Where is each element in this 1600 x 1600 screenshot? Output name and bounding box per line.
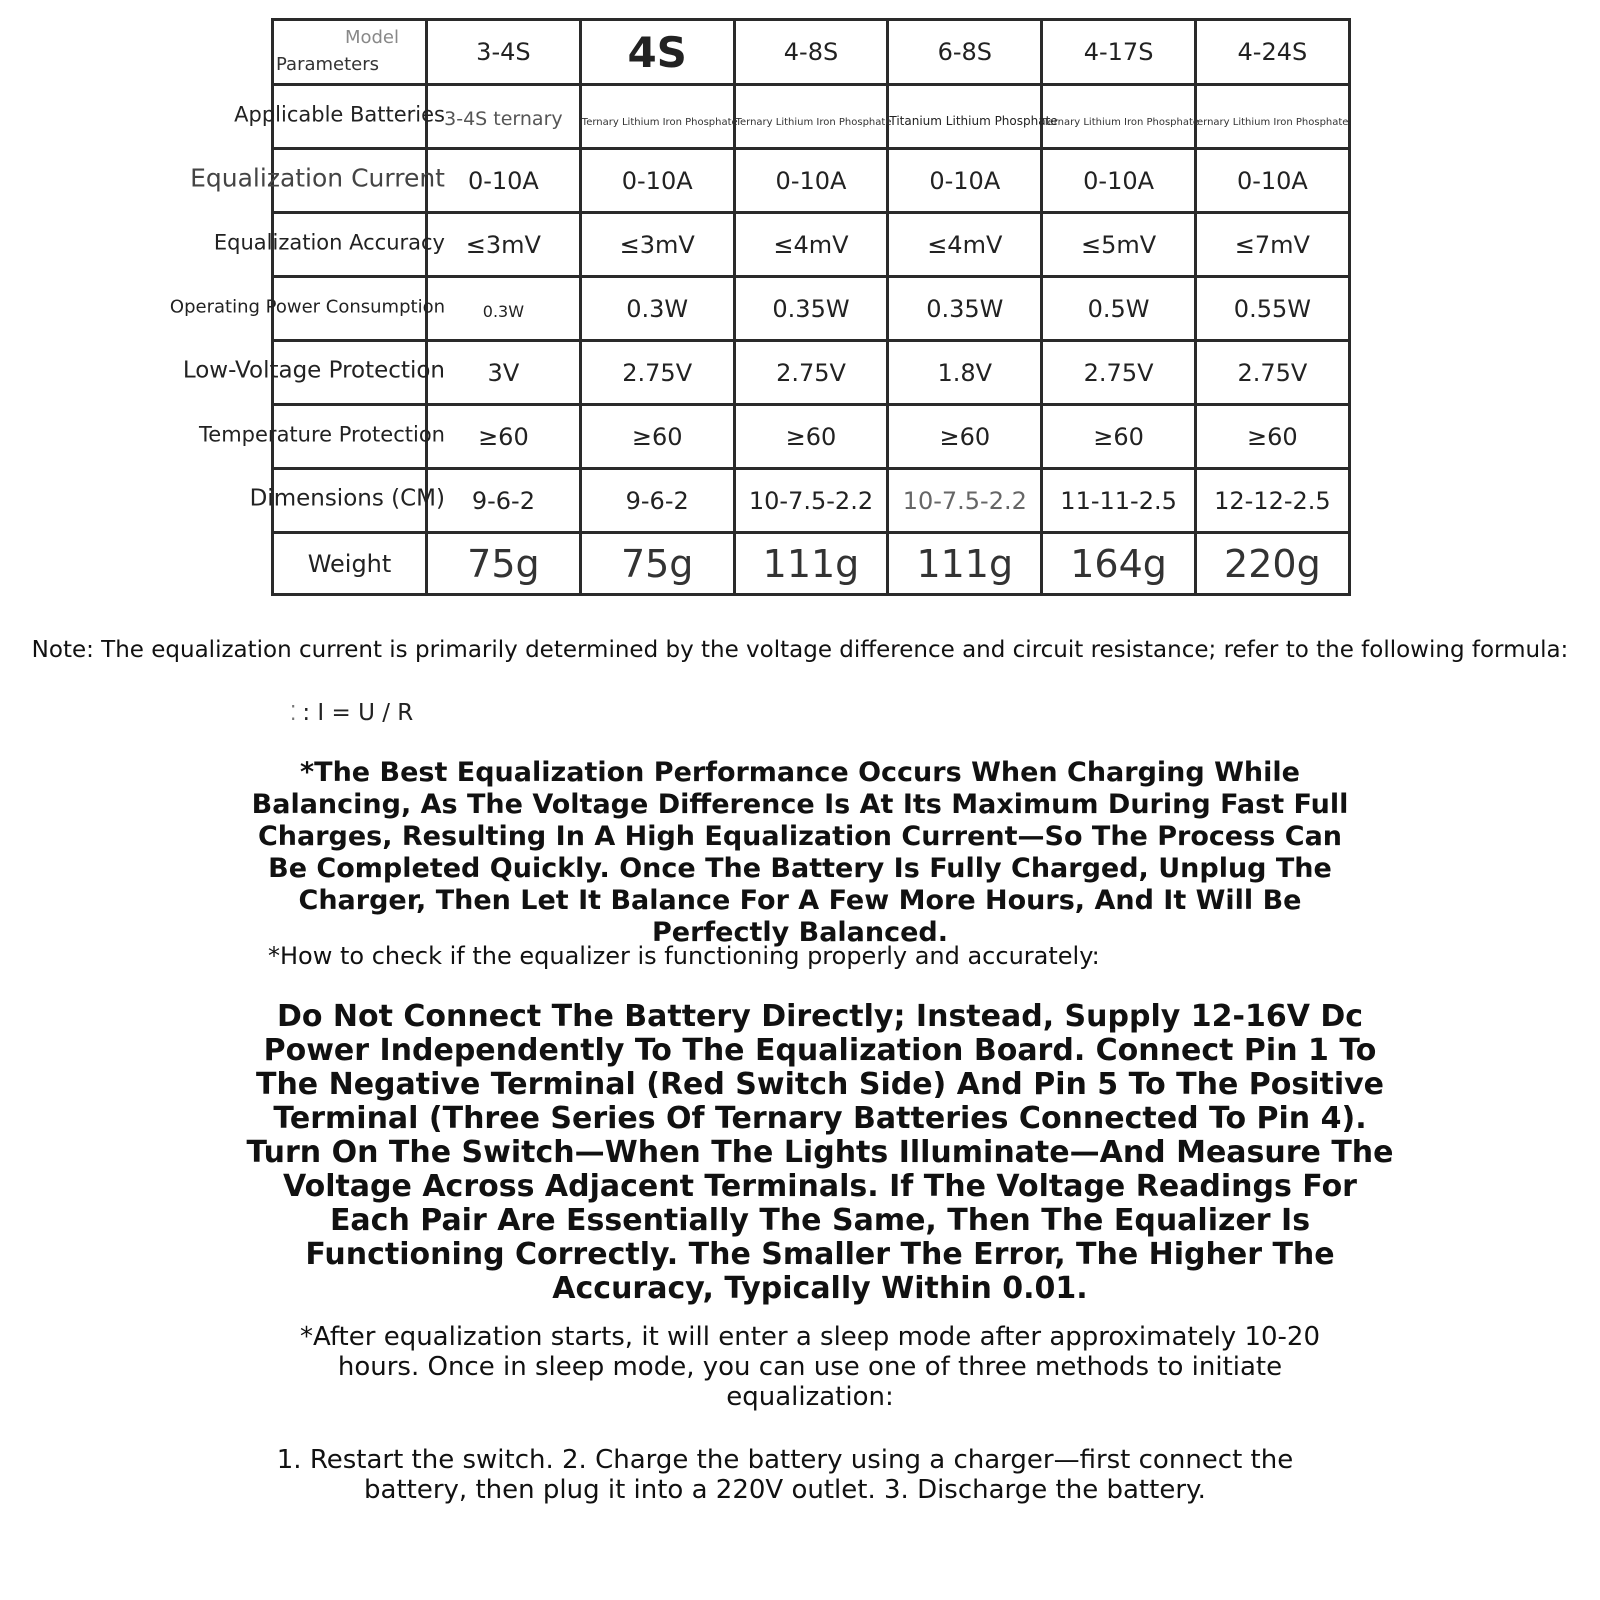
table-cell: ≤3mV xyxy=(427,213,581,277)
row-label-cell xyxy=(249,469,445,533)
table-cell: ernary Lithium Iron Phosphate xyxy=(1195,85,1349,149)
table-row xyxy=(273,469,1350,533)
table-cell: 0-10A xyxy=(580,149,734,213)
table-row xyxy=(273,149,1350,213)
table-cell: ≤7mV xyxy=(1195,213,1349,277)
table-cell: ≥60 xyxy=(734,405,888,469)
how-to-check-heading: *How to check if the equalizer is functioning properly and accurately: xyxy=(268,942,1100,970)
model-header: 4-17S xyxy=(1042,20,1196,85)
formula-text: : I = U / R xyxy=(302,700,414,726)
row-label: Temperature Protection xyxy=(199,422,445,447)
model-header: 4-8S xyxy=(734,20,888,85)
table-cell: 3-4S ternary xyxy=(427,85,581,149)
best-performance-text: *The Best Equalization Performance Occurs When Charging While Balancing, As The Voltage Difference Is At Its Maximum During Fast Full Charges, Resulting In A High Equalization Current—So The Process Can Be Completed Quickly. Once The Battery Is Fully Charged, Unplug The Charger, Then Let It Balance For A Few More Hours, And It Will Be Perfectly Balanced. xyxy=(251,757,1349,948)
row-label: Applicable Batteries xyxy=(234,102,445,127)
table-cell: 0.35W xyxy=(888,277,1042,341)
table-cell: 111g xyxy=(734,533,888,595)
table-cell: 75g xyxy=(580,533,734,595)
table-cell: 164g xyxy=(1042,533,1196,595)
table-row xyxy=(273,85,1350,149)
table-cell: 0-10A xyxy=(1042,149,1196,213)
row-label-cell xyxy=(169,277,445,341)
table-cell: 2.75V xyxy=(734,341,888,405)
row-label-cell xyxy=(273,533,427,595)
table-cell: 0-10A xyxy=(734,149,888,213)
table-cell: 2.75V xyxy=(1042,341,1196,405)
table-cell: ≤5mV xyxy=(1042,213,1196,277)
table-cell: 220g xyxy=(1195,533,1349,595)
table-cell: 111g xyxy=(888,533,1042,595)
table-cell: ≥60 xyxy=(888,405,1042,469)
table-cell: 0-10A xyxy=(888,149,1042,213)
table-row xyxy=(273,341,1350,405)
model-header: 6-8S xyxy=(888,20,1042,85)
row-label: Weight xyxy=(307,549,392,578)
row-label: Equalization Current xyxy=(190,163,445,193)
table-cell: ≤4mV xyxy=(734,213,888,277)
table-cell: Ternary Lithium Iron Phosphate xyxy=(734,85,888,149)
table-cell: ≤4mV xyxy=(888,213,1042,277)
table-cell: 0.5W xyxy=(1042,277,1196,341)
table-cell: ≥60 xyxy=(1195,405,1349,469)
row-label: Low-Voltage Protection xyxy=(182,356,445,383)
table-cell: 3V xyxy=(427,341,581,405)
table-cell: 12-12-2.5 xyxy=(1195,469,1349,533)
bullet-icon: ⁚ xyxy=(290,701,297,725)
table-cell: 0.55W xyxy=(1195,277,1349,341)
table-cell: 0.35W xyxy=(734,277,888,341)
table-cell: Ternary Lithium Iron Phosphate xyxy=(580,85,734,149)
table-cell: 11-11-2.5 xyxy=(1042,469,1196,533)
table-row xyxy=(273,277,1350,341)
model-header: 4S xyxy=(580,20,734,85)
corner-model-label: Model xyxy=(344,27,399,48)
row-label: Equalization Accuracy xyxy=(213,230,445,255)
table-cell: ≥60 xyxy=(580,405,734,469)
model-header: 3-4S xyxy=(427,20,581,85)
sleep-mode-text: *After equalization starts, it will enter a sleep mode after approximately 10-20 hours. Once in sleep mode, you can use one of three methods to initiate equalization: xyxy=(300,1322,1320,1412)
table-cell: 0.3W xyxy=(580,277,734,341)
table-cell: 9-6-2 xyxy=(580,469,734,533)
table-cell: ≤3mV xyxy=(580,213,734,277)
row-label: Operating Power Consumption xyxy=(169,295,445,317)
table-cell: 10-7.5-2.2 xyxy=(734,469,888,533)
table-cell: 9-6-2 xyxy=(427,469,581,533)
table-cell: 1.8V xyxy=(888,341,1042,405)
table-cell: 0.3W xyxy=(427,277,581,341)
table-row xyxy=(273,533,1350,595)
table-cell: 0-10A xyxy=(427,149,581,213)
corner-cell xyxy=(273,20,427,85)
table-row xyxy=(273,405,1350,469)
row-label-cell xyxy=(213,213,445,277)
note-text: Note: The equalization current is primarily determined by the voltage difference and circuit resistance; refer to the following formula: xyxy=(31,637,1569,663)
table-cell: ≥60 xyxy=(1042,405,1196,469)
header-row xyxy=(273,20,1350,85)
table-cell: Titanium Lithium Phosphate xyxy=(888,85,1042,149)
row-label-cell xyxy=(182,341,445,405)
spec-table xyxy=(169,18,1351,596)
table-cell: ≥60 xyxy=(427,405,581,469)
row-label-cell xyxy=(190,149,445,213)
formula xyxy=(290,700,413,726)
table-cell: 75g xyxy=(427,533,581,595)
table-cell: 2.75V xyxy=(1195,341,1349,405)
row-label-cell xyxy=(199,405,445,469)
table-row xyxy=(273,213,1350,277)
table-cell: Ternary Lithium Iron Phosphate xyxy=(1042,85,1196,149)
row-label: Dimensions (CM) xyxy=(249,484,445,511)
table-cell: 10-7.5-2.2 xyxy=(888,469,1042,533)
row-label-cell xyxy=(234,85,445,149)
model-header: 4-24S xyxy=(1195,20,1349,85)
table-cell: 0-10A xyxy=(1195,149,1349,213)
wake-methods-text: 1. Restart the switch. 2. Charge the battery using a charger—first connect the battery, then plug it into a 220V outlet. 3. Discharge the battery. xyxy=(276,1445,1294,1505)
check-instructions-text: Do Not Connect The Battery Directly; Instead, Supply 12-16V Dc Power Independently To The Equalization Board. Connect Pin 1 To The Negative Terminal (Red Switch Side) And Pin 5 To The Positive Terminal (Three Series Of Ternary Batteries Connected To Pin 4). Turn On The Switch—When The Lights Illuminate—And Measure The Voltage Across Adjacent Terminals. If The Voltage Readings For Each Pair Are Essentially The Same, Then The Equalizer Is Functioning Correctly. The Smaller The Error, The Higher The Accuracy, Typically Within 0.01. xyxy=(246,999,1394,1306)
corner-params-label: Parameters xyxy=(276,54,380,75)
table-cell: 2.75V xyxy=(580,341,734,405)
